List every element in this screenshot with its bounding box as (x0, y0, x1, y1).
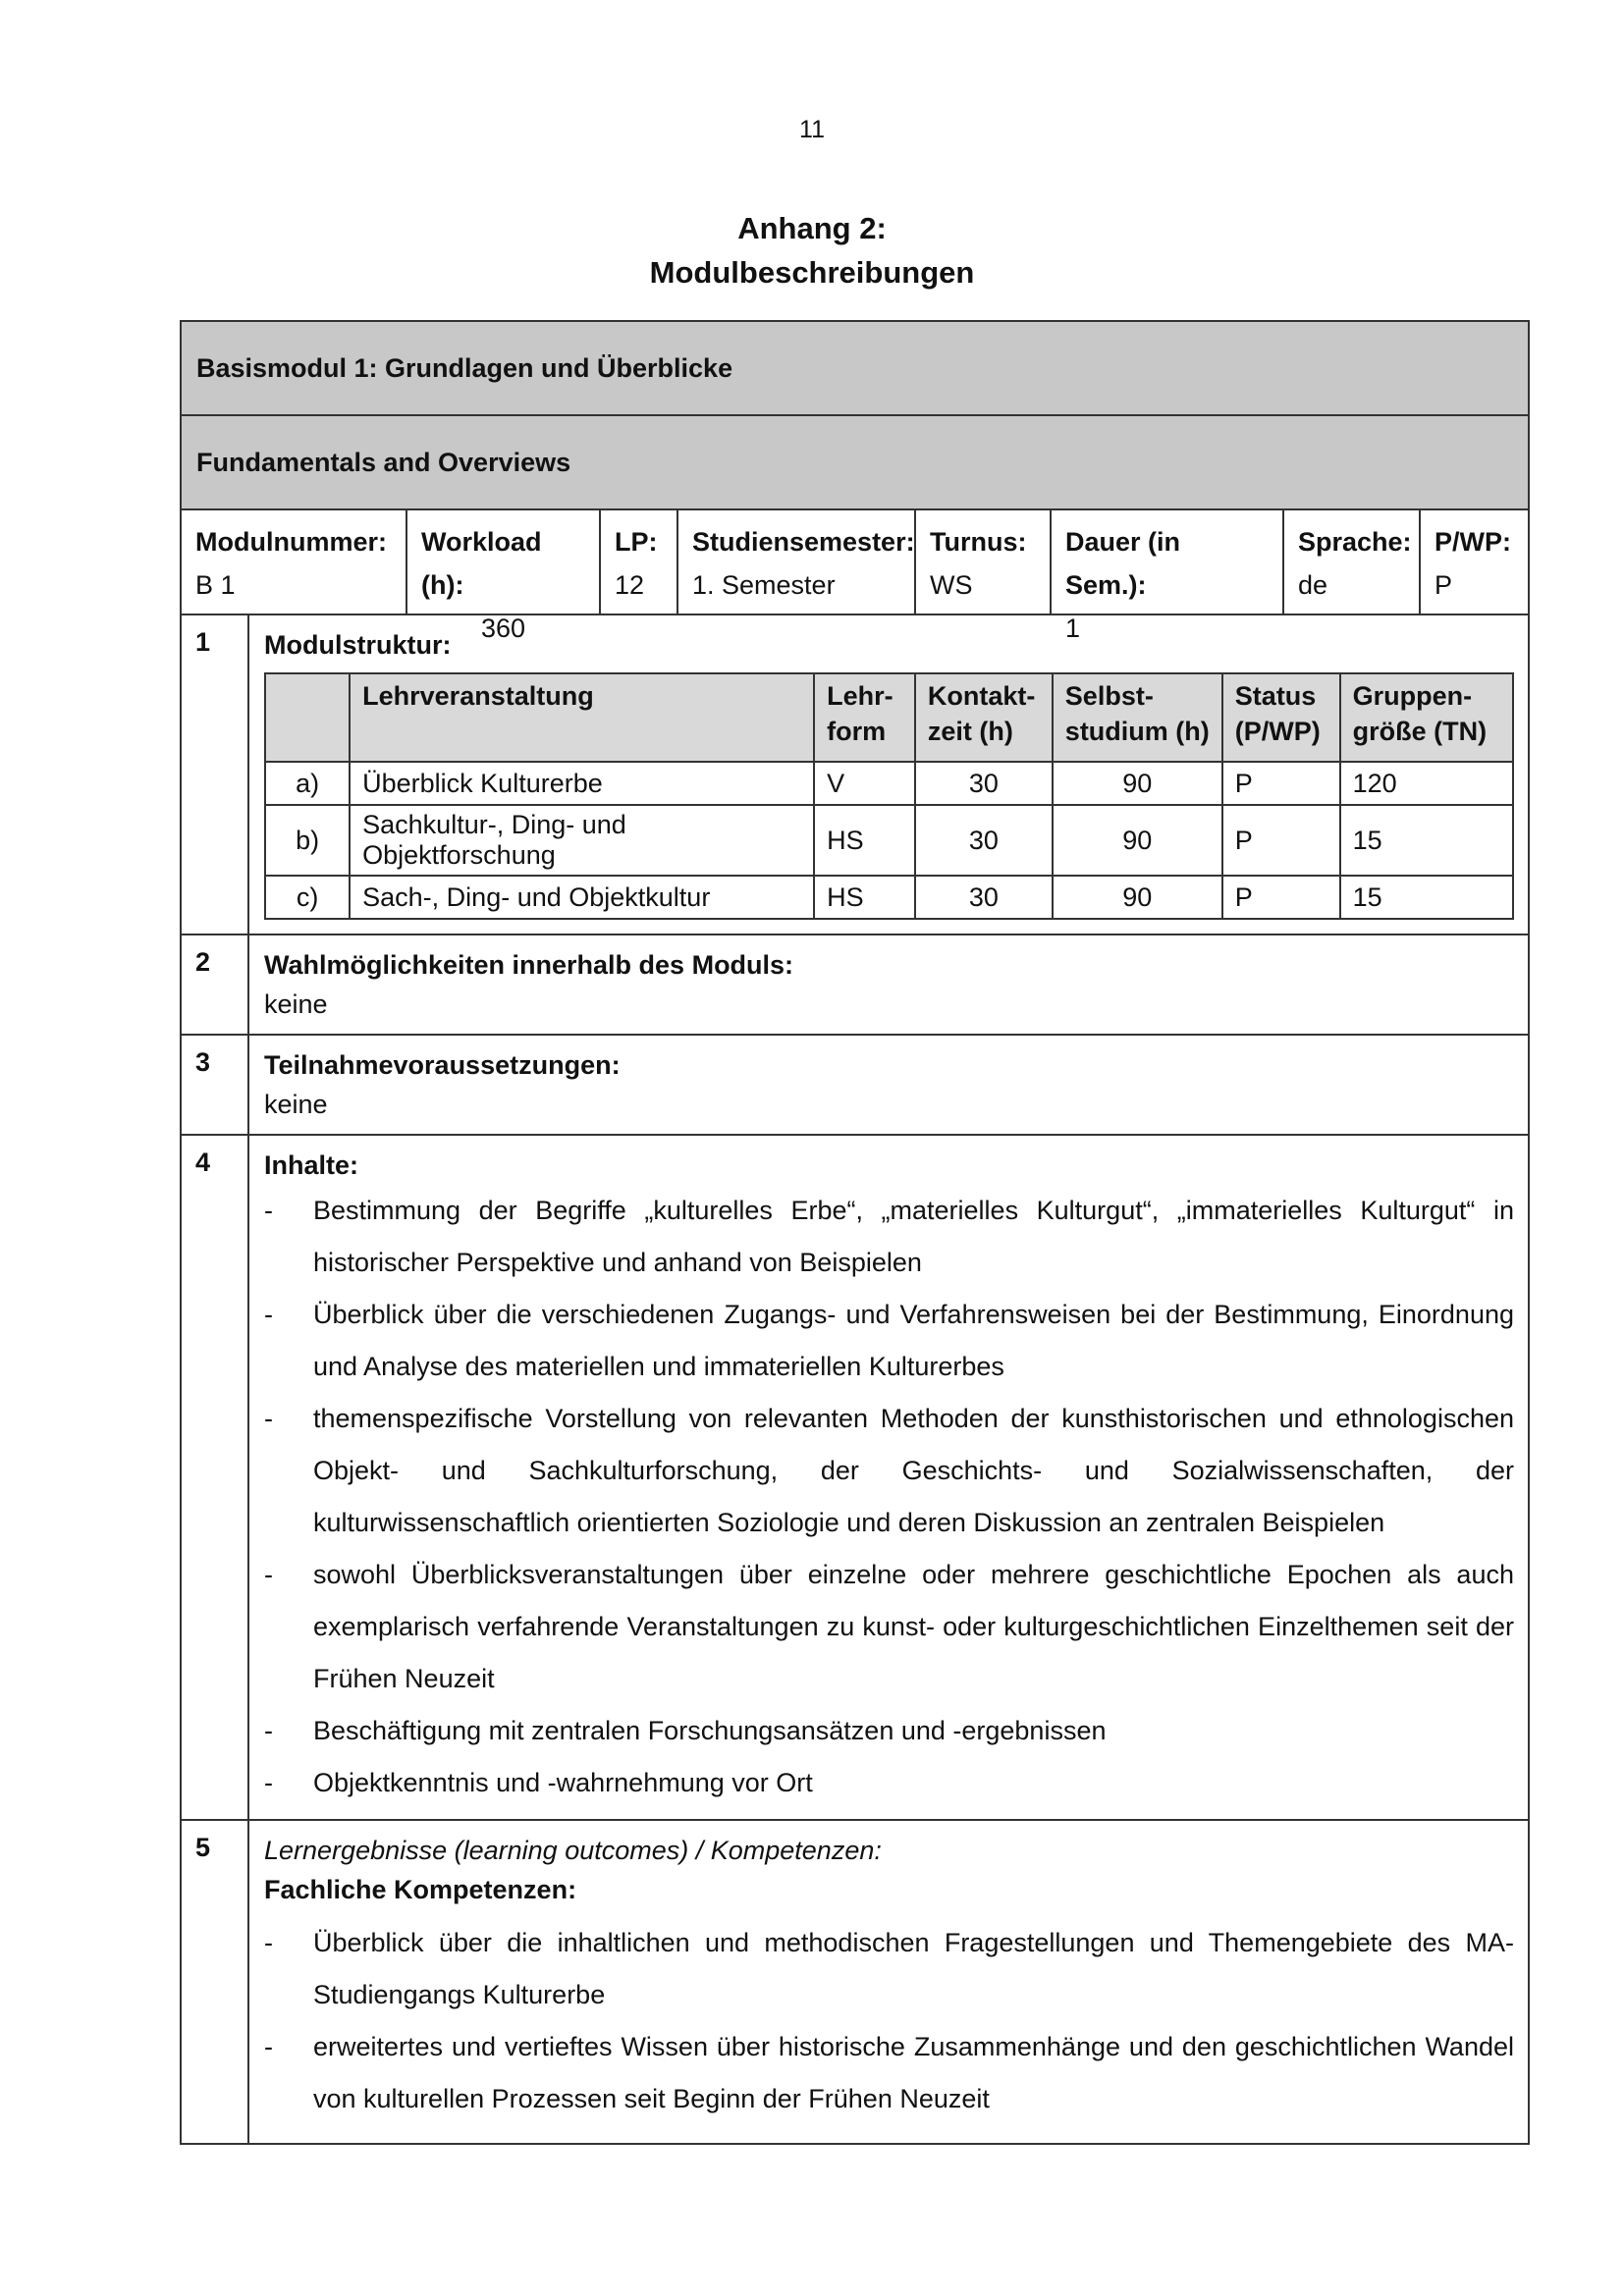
list-item: - Beschäftigung mit zentralen Forschungsansätzen und -ergebnissen (264, 1705, 1514, 1757)
row-kontaktzeit: 30 (915, 876, 1053, 919)
bullet-dash: - (264, 1404, 273, 1433)
column-header: Lehr-form (814, 673, 915, 762)
column-header: Gruppen-größe (TN) (1340, 673, 1513, 762)
section-title: Inhalte: (264, 1150, 359, 1180)
header-cell-lp (601, 510, 678, 614)
row-id: b) (265, 805, 350, 876)
list-item: - Überblick über die inhaltlichen und methodischen Fragestellungen und Themengebiete des MA-Studiengangs Kulturerbe (264, 1917, 1514, 2021)
row-id: a) (265, 762, 350, 805)
module-title-de: Basismodul 1: Grundlagen und Überblicke (182, 322, 1528, 416)
header-cell-dauer (1052, 510, 1284, 643)
page-number: 11 (799, 116, 825, 143)
column-header: Kontakt-zeit (h) (915, 673, 1053, 762)
header-label: Dauer (in Sem.): (1065, 527, 1181, 600)
bullet-dash: - (264, 1300, 273, 1329)
row-kontaktzeit: 30 (915, 805, 1053, 876)
row-selbststudium: 90 (1053, 876, 1222, 919)
kompetenzen-list (264, 1917, 1514, 2125)
table-row (265, 876, 1513, 919)
row-status: P (1222, 876, 1340, 919)
section-inhalte (182, 1136, 1528, 1821)
header-label: Studiensemester: (692, 527, 915, 557)
section-number: 1 (182, 615, 249, 934)
column-header: Lehrveranstaltung (350, 673, 814, 762)
section-title: Lernergebnisse (learning outcomes) / Kompetenzen: (264, 1836, 882, 1865)
section-teilnahmevoraussetzungen (182, 1036, 1528, 1136)
row-id: c) (265, 876, 350, 919)
list-item: - sowohl Überblicksveranstaltungen über einzelne oder mehrere geschichtliche Epochen als auch exemplarisch verfahrende Veranstaltungen zu kunst- oder kulturgeschichtlichen Einzelthemen seit der Frühen Neuzeit (264, 1549, 1514, 1705)
header-cell-sprache (1284, 510, 1421, 614)
section-text: keine (264, 1090, 328, 1119)
row-selbststudium: 90 (1053, 762, 1222, 805)
section-lernergebnisse (182, 1821, 1528, 2143)
row-gruppengroesse: 15 (1340, 805, 1513, 876)
row-lehrveranstaltung: Überblick Kulturerbe (350, 762, 814, 805)
header-label: P/WP: (1435, 527, 1511, 557)
row-selbststudium: 90 (1053, 805, 1222, 876)
column-header: Selbst-studium (h) (1053, 673, 1222, 762)
header-label: Workload (h): (421, 527, 542, 600)
list-item: - Objektkenntnis und -wahrnehmung vor Ort (264, 1757, 1514, 1809)
section-subtitle: Fachliche Kompetenzen: (264, 1875, 577, 1904)
column-header-id (265, 673, 350, 762)
list-item: - Überblick über die verschiedenen Zugangs- und Verfahrensweisen bei der Bestimmung, Einordnung und Analyse des materiellen und immateriellen Kulturerbes (264, 1289, 1514, 1393)
header-cell-studiensemester (678, 510, 916, 614)
section-text: keine (264, 989, 328, 1019)
row-lehrform: HS (814, 805, 915, 876)
modulstruktur-table (264, 672, 1514, 920)
header-value: P (1435, 570, 1453, 600)
module-header-row (182, 510, 1528, 643)
row-lehrveranstaltung: Sachkultur-, Ding- und Objektforschung (350, 805, 814, 876)
header-value: 360 (480, 614, 526, 643)
section-modulstruktur (182, 615, 1528, 935)
section-title: Wahlmöglichkeiten innerhalb des Moduls: (264, 950, 794, 980)
header-cell-workload (407, 510, 601, 643)
row-gruppengroesse: 15 (1340, 876, 1513, 919)
section-number: 3 (182, 1036, 249, 1134)
header-label: Sprache: (1298, 527, 1412, 557)
inhalte-list (264, 1185, 1514, 1809)
row-status: P (1222, 805, 1340, 876)
table-row (265, 762, 1513, 805)
header-label: LP: (615, 527, 658, 557)
bullet-dash: - (264, 1768, 273, 1797)
row-lehrform: V (814, 762, 915, 805)
bullet-dash: - (264, 1716, 273, 1745)
header-cell-pwp (1421, 510, 1528, 614)
header-value: WS (930, 570, 973, 600)
bullet-dash: - (264, 1196, 273, 1225)
table-row (265, 805, 1513, 876)
header-cell-modulnummer (182, 510, 407, 614)
module-title-en: Fundamentals and Overviews (182, 416, 1528, 510)
section-title: Teilnahmevoraussetzungen: (264, 1050, 621, 1080)
section-title: Modulstruktur: (264, 630, 452, 660)
row-lehrform: HS (814, 876, 915, 919)
list-item: - themenspezifische Vorstellung von relevanten Methoden der kunsthistorischen und ethnologischen Objekt- und Sachkulturforschung, der Geschichts- und Sozialwissenschaften, der kulturwissenschaftlich orientierten Soziologie und deren Diskussion an zentralen Beispielen (264, 1393, 1514, 1549)
bullet-dash: - (264, 1928, 273, 1957)
header-value: 12 (615, 570, 645, 600)
title-line-2: Modulbeschreibungen (649, 255, 975, 290)
list-item: - erweitertes und vertieftes Wissen über historische Zusammenhänge und den geschichtlichen Wandel von kulturellen Prozessen seit Beginn der Frühen Neuzeit (264, 2021, 1514, 2125)
row-gruppengroesse: 120 (1340, 762, 1513, 805)
table-header-row (265, 673, 1513, 762)
section-number: 4 (182, 1136, 249, 1819)
section-number: 2 (182, 935, 249, 1034)
bullet-dash: - (264, 2032, 273, 2061)
header-value: 1 (1065, 614, 1081, 643)
document-title (0, 206, 1624, 294)
header-value: 1. Semester (692, 570, 836, 600)
bullet-dash: - (264, 1560, 273, 1589)
section-number: 5 (182, 1821, 249, 2143)
row-status: P (1222, 762, 1340, 805)
header-label: Turnus: (930, 527, 1027, 557)
title-line-1: Anhang 2: (737, 211, 887, 245)
section-wahlmoeglichkeiten (182, 935, 1528, 1036)
module-table (180, 320, 1530, 2145)
column-header: Status (P/WP) (1222, 673, 1340, 762)
row-kontaktzeit: 30 (915, 762, 1053, 805)
header-value: B 1 (195, 570, 236, 600)
header-value: de (1298, 570, 1328, 600)
list-item: - Bestimmung der Begriffe „kulturelles Erbe“, „materielles Kulturgut“, „immaterielles Kulturgut“ in historischer Perspektive und anhand von Beispielen (264, 1185, 1514, 1289)
header-label: Modulnummer: (195, 527, 387, 557)
header-cell-turnus (916, 510, 1052, 614)
row-lehrveranstaltung: Sach-, Ding- und Objektkultur (350, 876, 814, 919)
